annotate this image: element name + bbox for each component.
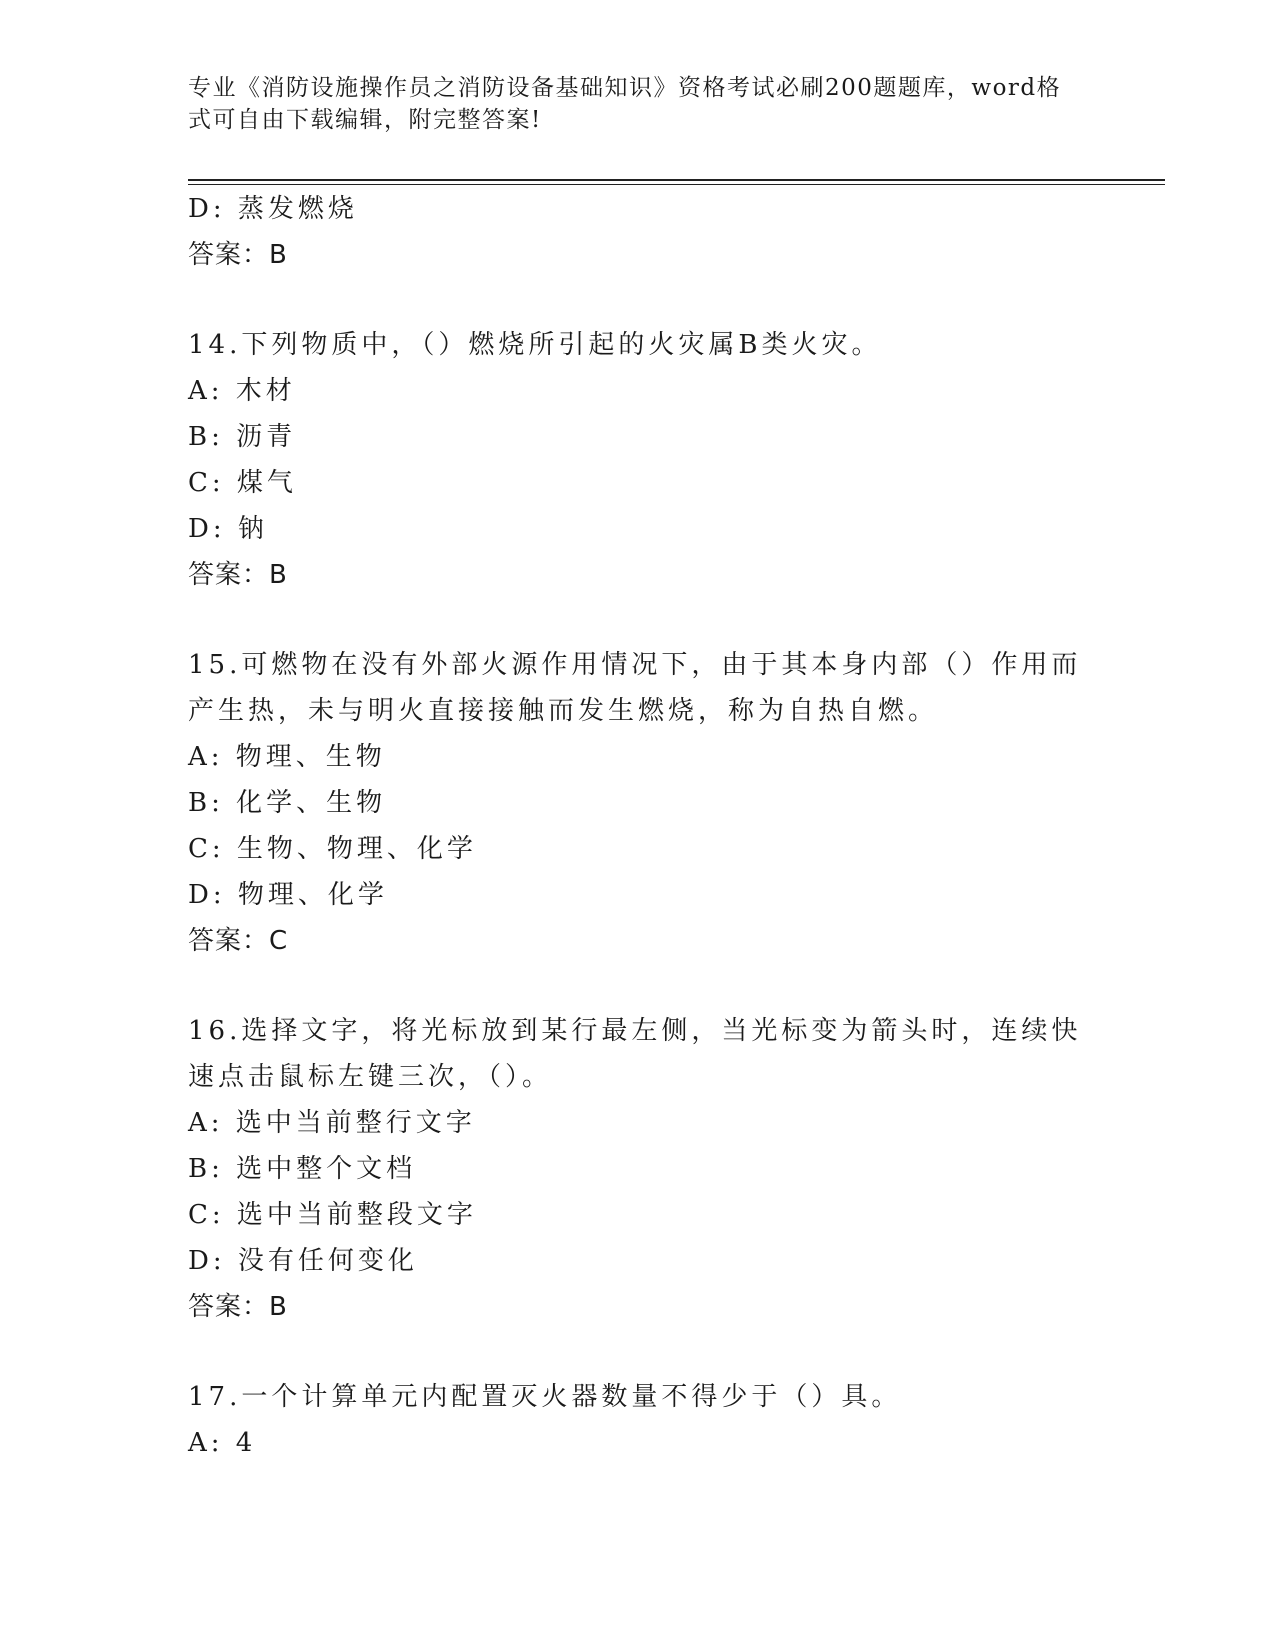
question-17 (188, 1374, 1088, 1466)
option-c: C: 煤气 (188, 468, 297, 498)
option-d: D: 没有任何变化 (188, 1246, 418, 1276)
option-a: A: 4 (188, 1428, 257, 1458)
question-14 (188, 322, 1088, 598)
option-d: D: 物理、化学 (188, 880, 388, 910)
option-d: D: 蒸发燃烧 (188, 194, 358, 224)
option-b: B: 沥青 (188, 422, 297, 452)
question-13-tail (188, 186, 1088, 278)
answer-line: 答案：C (188, 926, 289, 956)
option-c: C: 生物、物理、化学 (188, 834, 477, 864)
document-header (188, 72, 1088, 136)
question-16 (188, 1008, 1088, 1330)
option-b: B: 选中整个文档 (188, 1154, 417, 1184)
document-body (188, 186, 1088, 1466)
question-text: 16.选择文字，将光标放到某行最左侧，当光标变为箭头时，连续快速点击鼠标左键三次，（）。 (188, 1016, 1082, 1092)
option-c: C: 选中当前整段文字 (188, 1200, 477, 1230)
option-a: A: 选中当前整行文字 (188, 1108, 476, 1138)
header-divider-thin (188, 184, 1165, 185)
option-d: D: 钠 (188, 514, 268, 544)
answer-line: 答案：B (188, 560, 288, 590)
question-15 (188, 642, 1088, 964)
answer-line: 答案：B (188, 240, 288, 270)
question-text: 15.可燃物在没有外部火源作用情况下，由于其本身内部（）作用而产生热，未与明火直接接触而发生燃烧，称为自热自燃。 (188, 650, 1082, 726)
question-text: 14.下列物质中，（）燃烧所引起的火灾属B类火灾。 (188, 330, 882, 360)
header-line-1: 专业《消防设施操作员之消防设备基础知识》资格考试必刷200题题库，word格 (188, 75, 1062, 101)
option-a: A: 物理、生物 (188, 742, 386, 772)
header-divider-thick (188, 179, 1165, 181)
option-b: B: 化学、生物 (188, 788, 387, 818)
question-text: 17.一个计算单元内配置灭火器数量不得少于（）具。 (188, 1382, 902, 1412)
option-a: A: 木材 (188, 376, 296, 406)
answer-line: 答案：B (188, 1292, 288, 1322)
header-line-2: 式可自由下载编辑，附完整答案! (188, 107, 542, 133)
